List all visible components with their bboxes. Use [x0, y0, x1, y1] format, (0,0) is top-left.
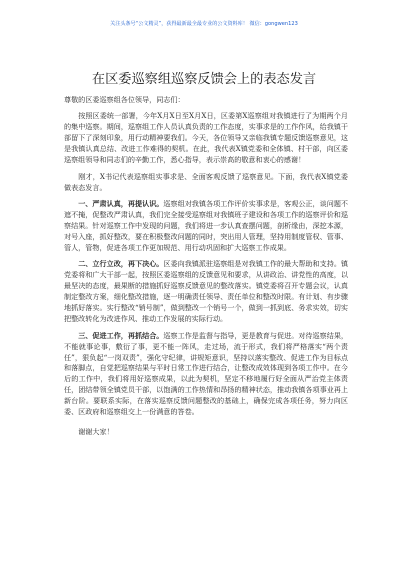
- paragraph-transition: [64, 172, 348, 194]
- section-heading: 二、立行立改，再下决心。: [78, 259, 164, 269]
- section-heading: 一、严肃认真，再提认识。: [78, 199, 164, 209]
- promo-banner[interactable]: 关注头条号“公文精灵”，获得最新最全最专业的公文资料库！ 微信：gongwen123: [110, 21, 298, 27]
- paragraph-text: 刚才，X书记代表巡察组实事求是、全面客观反馈了巡察意见。下面，我代表X镇党委做表态发言。: [64, 171, 348, 192]
- paragraph-text: 按照区委统一部署，今年X月X日至X月X日，区委第X巡察组对我镇进行了为期两个月的集中巡察。期间，巡察组工作人员认真负责的工作态度，实事求是的工作作风，给我镇干部留下了深刻印象，用行动精神要我们。今天，各位领导又亲临我镇专题反馈巡察意见，这是我镇认真总结、改进工作难得的契机。在此，我代表X镇党委和全体镇、村干部，向区委巡察组领导和同志们的辛勤工作，悉心指导，表示崇高的敬意和衷心的感谢！: [64, 111, 348, 165]
- paragraph-intro: [64, 111, 348, 166]
- section-text: 巡察组对我镇各项工作评价实事求是，客观公正，谈问题不遮不掩，促整改严肃认真，我们完全接受巡察组对我镇班子建设和各项工作的巡察评价和巡察结果。针对巡察工作中发现的问题，我们将进一步认真查摆问题，剖析缘由，深挖本源，对号入座，抓好整改，要在积极整改问题的同时，突出用人管理，坚持用制度管权、管事、管人，管物，促进各项工作更加规范、用行动巩固和扩大巡察工作成果。: [64, 199, 349, 252]
- section-text: 区委向我镇派驻巡察组是对我镇工作的最大帮助和支持。镇党委将和广大干部一起，按照区委巡察组的反馈意见和要求，从讲政治、讲党性的高度，以最坚决的态度，最果断的措施抓好巡察反馈意见的整改落实。镇党委将召开专题会议，认真制定整改方案，细化整改措施，逐一明确责任领导、责任单位和整改时限。有计划、有步骤地抓好落实。实行整改“销号制”，做到整改一个销号一个，做到一抓到底、务求实效，切实把整改转化为改进作风、推动工作发展的实际行动。: [64, 259, 349, 324]
- salutation: 尊敬的区委巡察组各位领导，同志们：: [64, 95, 185, 104]
- section-heading: 三、促进工作，再抓结合。: [78, 330, 164, 340]
- section-1: [64, 199, 348, 254]
- document-body: [64, 95, 348, 438]
- closing-line: 谢谢大家！: [78, 427, 114, 437]
- document-title: 在区委巡察组巡察反馈会上的表态发言: [91, 71, 317, 87]
- section-3: [64, 331, 348, 419]
- section-2: [64, 259, 348, 325]
- section-text: 巡察工作是监督与指导，更是教育与促进。对待巡察结果，不能就事论事，敷衍了事，更不能一阵风，走过场，流于形式，我们将严格落实“两个责任”，狠负起“一岗双责”，强化守纪律，讲规矩意识，坚持以落实整改、促进工作为目标点和落脚点，自觉把巡察结果与平时日常工作进行结合，让整改成效体现到各项工作中。在今后的工作中，我们将用好巡察成果，以此为契机，坚定不移地履行好全面从严治党主体责任，团结带领全镇党员干部，以饱满的工作热情和昂扬的精神状态，推动我镇各项事业再上新台阶。要联系实际，在落实巡察反馈问题整改的基础上，确保完成各项任务，努力向区委、区政府和巡察组交上一份满意的答卷。: [64, 330, 349, 417]
